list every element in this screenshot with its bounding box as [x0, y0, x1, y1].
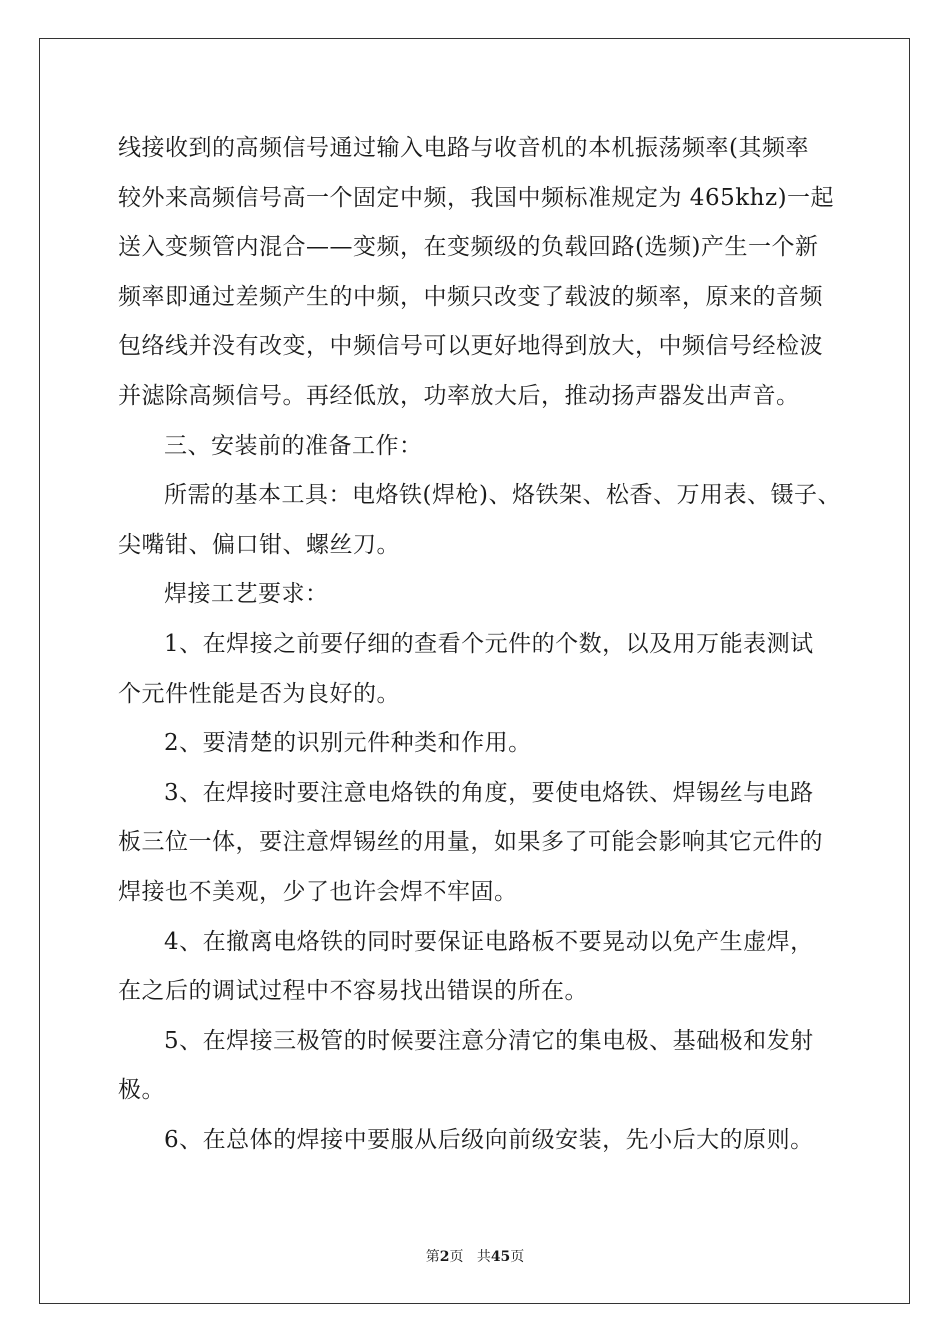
- total-page-count: 45: [490, 1249, 511, 1265]
- text-line: 送入变频管内混合——变频，在变频级的负载回路(选频)产生一个新: [118, 234, 819, 261]
- footer-page-suffix: 页: [449, 1249, 464, 1265]
- current-page-number: 2: [439, 1249, 450, 1265]
- footer-prefix: 第: [425, 1249, 440, 1265]
- text-line: 焊接也不美观，少了也许会焊不牢固。: [118, 878, 518, 905]
- text-line: 极。: [118, 1077, 165, 1104]
- text-line: 在之后的调试过程中不容易找出错误的所在。: [118, 978, 588, 1005]
- list-item-6: 6、在总体的焊接中要服从后级向前级安装，先小后大的原则。: [164, 1126, 814, 1153]
- list-item-2: 2、要清楚的识别元件种类和作用。: [164, 730, 532, 757]
- text-line: 线接收到的高频信号通过输入电路与收音机的本机振荡频率(其频率: [118, 135, 809, 161]
- text-line: 所需的基本工具：电烙铁(焊枪)、烙铁架、松香、万用表、镊子、: [164, 482, 841, 509]
- list-item-4: 4、在撤离电烙铁的同时要保证电路板不要晃动以免产生虚焊，: [164, 928, 814, 955]
- text-line: 频率即通过差频产生的中频，中频只改变了载波的频率，原来的音频: [118, 283, 823, 310]
- text-line: 个元件性能是否为良好的。: [118, 680, 400, 707]
- footer-total-suffix: 页: [510, 1249, 525, 1265]
- list-item-5: 5、在焊接三极管的时候要注意分清它的集电极、基础极和发射: [164, 1027, 814, 1054]
- text-line: 板三位一体，要注意焊锡丝的用量，如果多了可能会影响其它元件的: [118, 829, 823, 856]
- subsection-heading: 焊接工艺要求：: [164, 581, 329, 608]
- footer-total-prefix: 共: [476, 1249, 491, 1265]
- text-line: 尖嘴钳、偏口钳、螺丝刀。: [118, 531, 400, 558]
- text-line: 包络线并没有改变，中频信号可以更好地得到放大，中频信号经检波: [118, 333, 823, 360]
- page-footer: [0, 1248, 950, 1266]
- text-line: 并滤除高频信号。再经低放，功率放大后，推动扬声器发出声音。: [118, 382, 800, 409]
- list-item-1: 1、在焊接之前要仔细的查看个元件的个数，以及用万能表测试: [164, 630, 814, 657]
- document-body: [118, 128, 858, 1169]
- section-heading: 三、安装前的准备工作：: [164, 432, 423, 459]
- list-item-3: 3、在焊接时要注意电烙铁的角度，要使电烙铁、焊锡丝与电路: [164, 779, 814, 806]
- text-line: 较外来高频信号高一个固定中频，我国中频标准规定为 465khz)一起: [118, 184, 835, 211]
